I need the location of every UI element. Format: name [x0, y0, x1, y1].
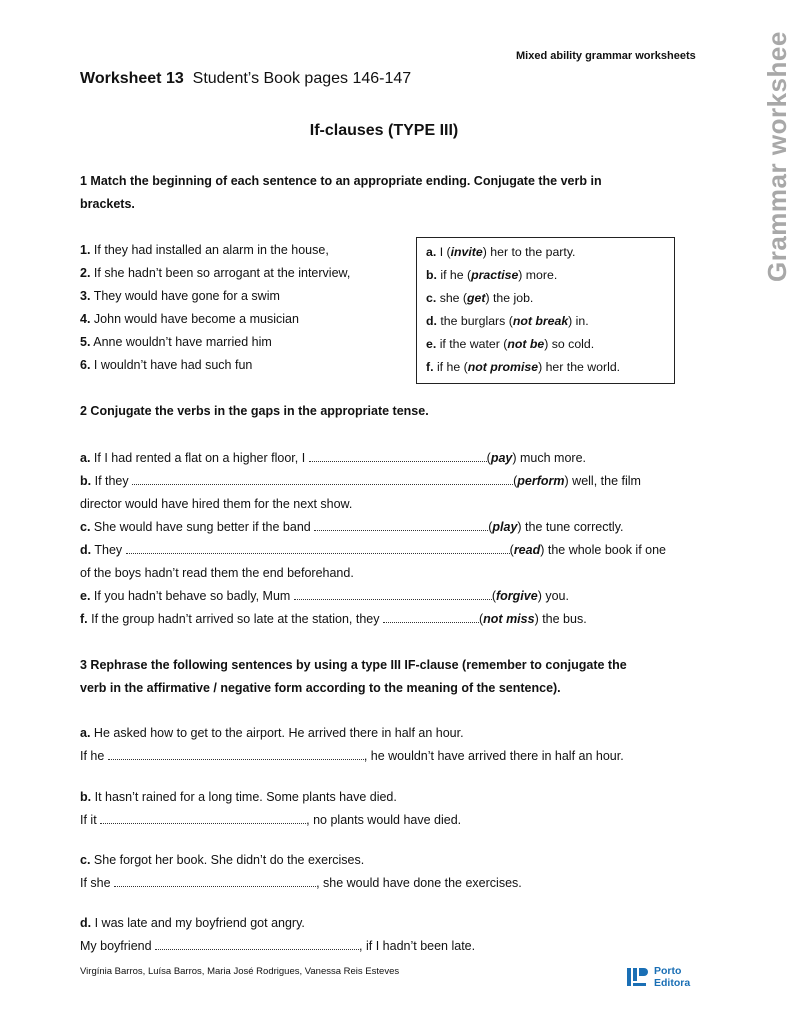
- answer-blank[interactable]: [108, 746, 364, 760]
- ending-item: e. if the water (not be) so cold.: [426, 337, 595, 351]
- exercise-3d-answer: My boyfriend , if I hadn’t been late.: [80, 935, 475, 958]
- beginning-item: 5. Anne wouldn’t have married him: [80, 335, 272, 349]
- exercise-2b: b. If they (perform) well, the film: [80, 470, 641, 493]
- exercise-1-heading: 1 Match the beginning of each sentence to an appropriate ending. Conjugate the verb in brackets.: [80, 174, 602, 211]
- answer-blank[interactable]: [132, 471, 513, 485]
- exercise-3c-answer: If she , she would have done the exercises.: [80, 872, 522, 895]
- ending-item: d. the burglars (not break) in.: [426, 314, 589, 328]
- exercise-2d: d. They (read) the whole book if one: [80, 539, 666, 562]
- exercise-2e: e. If you hadn’t behave so badly, Mum (forgive) you.: [80, 585, 569, 608]
- series-label: Mixed ability grammar worksheets: [516, 50, 696, 62]
- exercise-3-heading: 3 Rephrase the following sentences by using a type III IF-clause (remember to conjugate the verb in the affirmative / negative form according to the meaning of the sentence).: [80, 658, 627, 695]
- side-label: Grammar workshee: [762, 31, 792, 282]
- beginning-item: 3. They would have gone for a swim: [80, 289, 280, 303]
- exercise-3a-sentence: a. He asked how to get to the airport. He arrived there in half an hour.: [80, 726, 464, 740]
- exercise-2f: f. If the group hadn’t arrived so late at the station, they (not miss) the bus.: [80, 608, 587, 631]
- ending-item: a. I (invite) her to the party.: [426, 245, 576, 259]
- ending-item: c. she (get) the job.: [426, 291, 534, 305]
- exercise-2b-cont: director would have hired them for the next show.: [80, 497, 353, 511]
- publisher-name: Porto Editora: [654, 965, 691, 989]
- answer-blank[interactable]: [383, 609, 479, 623]
- exercise-2-heading: 2 Conjugate the verbs in the gaps in the appropriate tense.: [80, 404, 429, 418]
- answer-blank[interactable]: [309, 448, 487, 462]
- exercise-3c-sentence: c. She forgot her book. She didn’t do the exercises.: [80, 853, 365, 867]
- authors: Virgínia Barros, Luísa Barros, Maria José Rodrigues, Vanessa Reis Esteves: [80, 966, 400, 977]
- exercise-2d-cont: of the boys hadn’t read them the end beforehand.: [80, 566, 354, 580]
- book-pages: Student’s Book pages 146-147: [192, 70, 412, 87]
- worksheet-title: [80, 70, 411, 88]
- publisher-logo: [626, 964, 706, 990]
- answer-blank[interactable]: [294, 586, 492, 600]
- beginning-item: 1. If they had installed an alarm in the house,: [80, 243, 329, 257]
- exercise-3d-sentence: d. I was late and my boyfriend got angry.: [80, 916, 305, 930]
- answer-blank[interactable]: [114, 873, 316, 887]
- ending-item: f. if he (not promise) her the world.: [426, 360, 621, 374]
- beginning-item: 2. If she hadn’t been so arrogant at the interview,: [80, 266, 351, 280]
- answer-blank[interactable]: [155, 936, 359, 950]
- answer-blank[interactable]: [314, 517, 488, 531]
- ending-item: b. if he (practise) more.: [426, 268, 558, 282]
- exercise-2c: c. She would have sung better if the band (play) the tune correctly.: [80, 516, 623, 539]
- porto-editora-logo-icon: [626, 966, 648, 988]
- page-title: If-clauses (TYPE III): [309, 122, 459, 139]
- answer-blank[interactable]: [126, 540, 510, 554]
- beginning-item: 4. John would have become a musician: [80, 312, 299, 326]
- worksheet-number: Worksheet 13: [80, 70, 184, 87]
- exercise-3b-sentence: b. It hasn’t rained for a long time. Some plants have died.: [80, 790, 397, 804]
- beginning-item: 6. I wouldn’t have had such fun: [80, 358, 253, 372]
- answer-blank[interactable]: [100, 810, 306, 824]
- exercise-2a: a. If I had rented a flat on a higher floor, I (pay) much more.: [80, 447, 586, 470]
- endings-box: [416, 237, 675, 384]
- exercise-3b-answer: If it , no plants would have died.: [80, 809, 461, 832]
- exercise-3a-answer: If he , he wouldn’t have arrived there in half an hour.: [80, 745, 624, 768]
